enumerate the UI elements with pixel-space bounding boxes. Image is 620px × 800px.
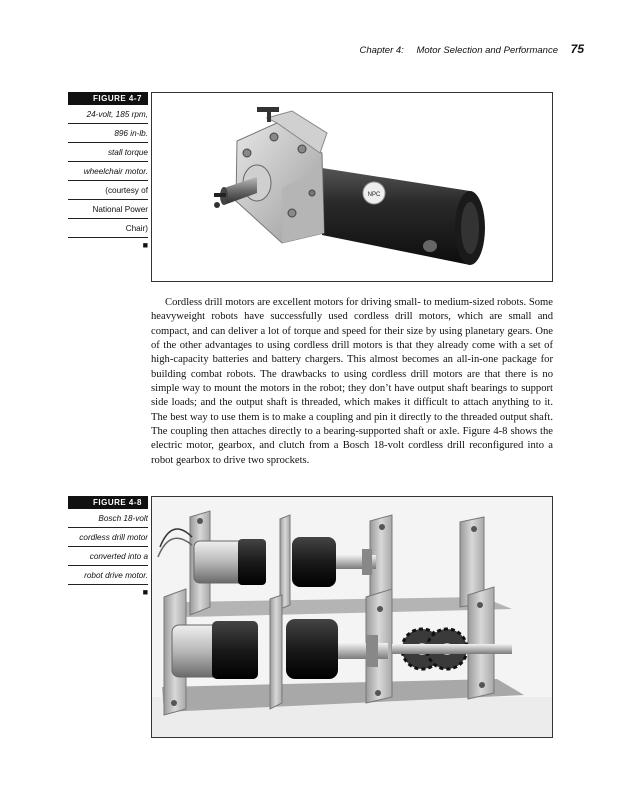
caption-line: wheelchair motor. xyxy=(68,162,148,181)
chapter-number: Chapter 4: xyxy=(359,45,404,56)
end-mark-icon: ■ xyxy=(142,587,148,597)
figure-4-8-image xyxy=(151,496,553,738)
figure-4-7-image xyxy=(151,92,553,282)
wheelchair-motor-illustration xyxy=(152,93,552,281)
figure-4-8-caption xyxy=(68,496,148,599)
caption-line: cordless drill motor xyxy=(68,528,148,547)
caption-line: converted into a xyxy=(68,547,148,566)
drill-gearbox-illustration xyxy=(152,497,552,737)
end-mark-icon: ■ xyxy=(142,240,148,250)
motor-brand-label: NPC xyxy=(367,192,381,198)
chapter-title: Motor Selection and Performance xyxy=(416,45,558,56)
caption-line: National Power xyxy=(68,200,148,219)
figure-4-7-label: FIGURE 4-7 xyxy=(68,92,148,105)
figure-4-8-label: FIGURE 4-8 xyxy=(68,496,148,509)
caption-line: Chair) xyxy=(68,219,148,238)
caption-line: stall torque xyxy=(68,143,148,162)
body-paragraph: Cordless drill motors are excellent motors for driving small- to medium-sized robots. Some heavyweight robots have successfully used cordless drill motors, which are small and compact, and can deliver a lot of torque and speed for their size by using planetary gears. One of the other advantages to using cordless drill motors is that they already come with a set of high-capacity batteries and battery chargers. This almost becomes an all-in-one package for building combat robots. The drawbacks to using cordless drill motors are that there is no simple way to mount the motors in the robot; they don’t have output shaft bearings to support side loads; and the output shaft is threaded, which makes it difficult to attach anything to it. The best way to use them is to make a coupling and pin it directly to the threaded output shaft. The coupling then attaches directly to a bearing-supported shaft or axle. Figure 4-8 shows the electric motor, gearbox, and clutch from a Bosch 18-volt cordless drill reconfigured into a robot gearbox to drive two sprockets. xyxy=(151,297,553,466)
caption-line: robot drive motor. xyxy=(68,566,148,585)
caption-line: 24-volt, 185 rpm, xyxy=(68,105,148,124)
running-head xyxy=(300,42,584,56)
caption-line: 896 in-lb. xyxy=(68,124,148,143)
caption-line: Bosch 18-volt xyxy=(68,509,148,528)
figure-4-7-caption xyxy=(68,92,148,252)
page-number: 75 xyxy=(570,42,584,56)
caption-line: (courtesy of xyxy=(68,181,148,200)
